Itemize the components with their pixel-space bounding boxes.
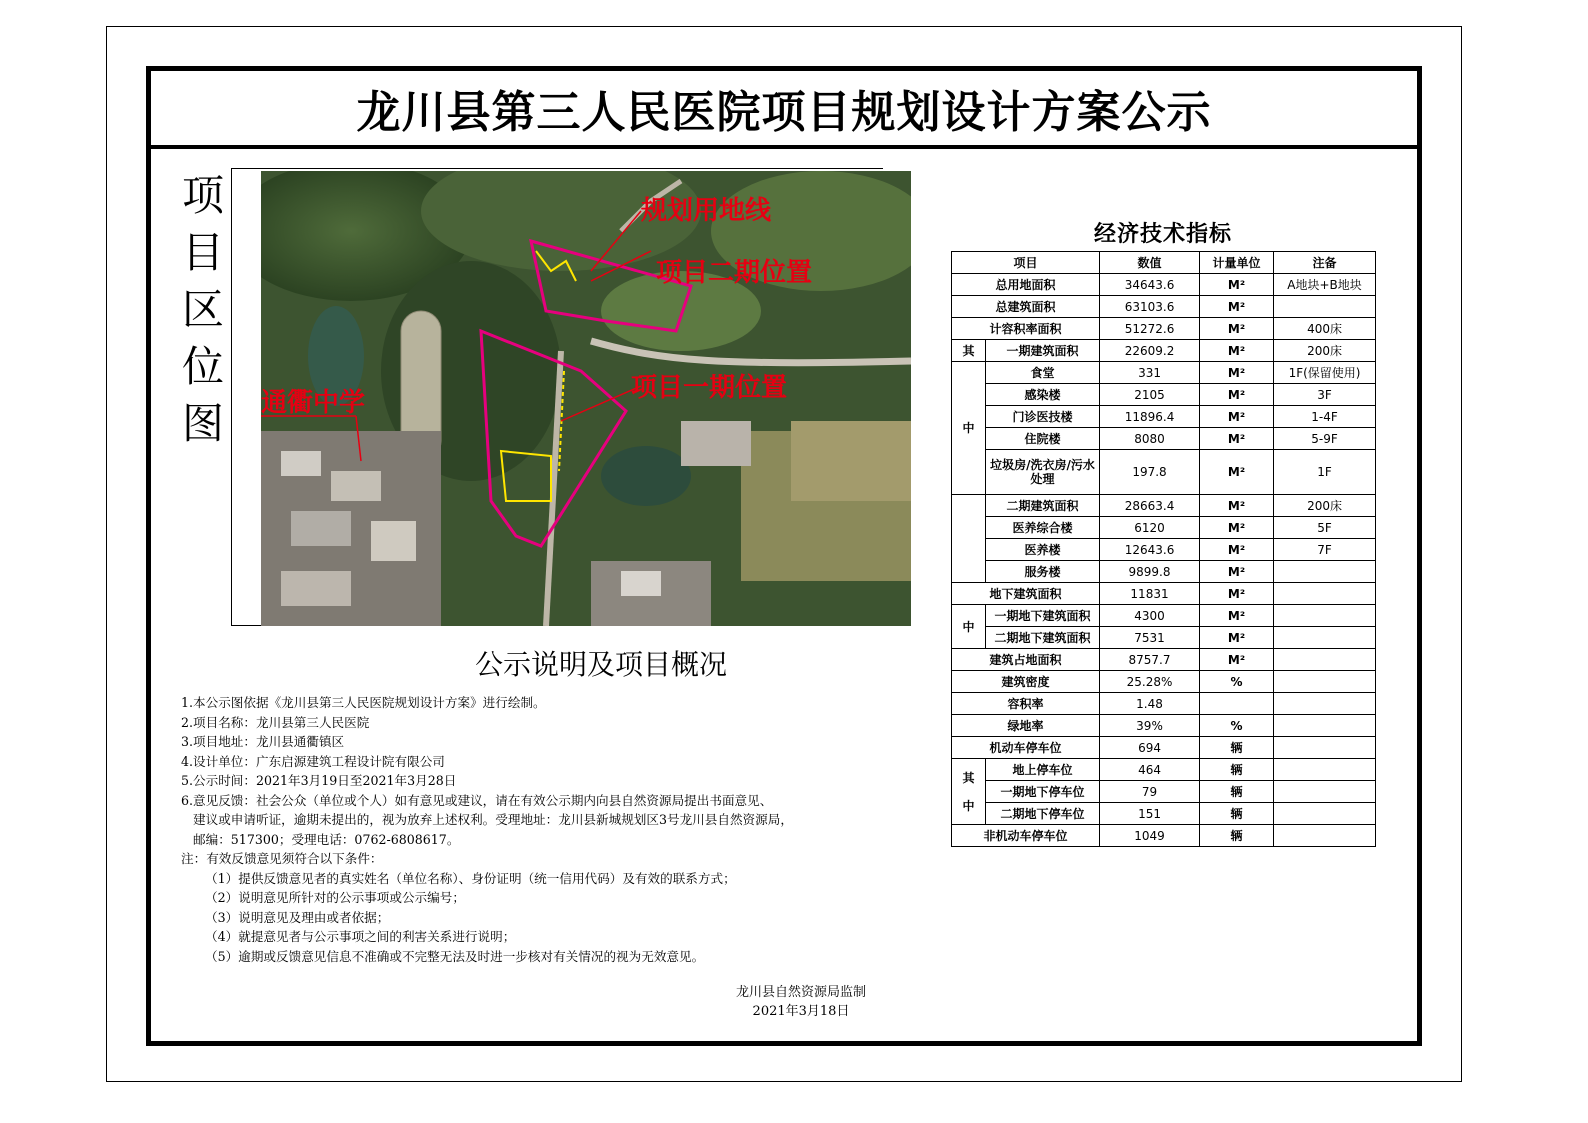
annotation-school: 通衢中学 (261, 388, 366, 418)
row-note: 5F (1274, 517, 1376, 539)
row-label: 非机动车停车位 (952, 825, 1100, 847)
map-label-char: 目 (181, 228, 224, 277)
econ-table (951, 251, 1376, 847)
row-unit: M² (1200, 539, 1274, 561)
row-value: 22609.2 (1100, 340, 1200, 362)
row-note: 200床 (1274, 340, 1376, 362)
row-unit: M² (1200, 450, 1274, 495)
row-label: 计容积率面积 (952, 318, 1100, 340)
header-cell: 数值 (1100, 252, 1200, 274)
notice-line: 4.设计单位：广东启源建筑工程设计院有限公司 (181, 753, 445, 769)
notice-line: （5）逾期或反馈意见信息不准确或不完整无法及时进一步核对有关情况的视为无效意见。 (181, 948, 705, 964)
table-row (952, 517, 1376, 539)
row-unit: M² (1200, 340, 1274, 362)
row-unit: M² (1200, 428, 1274, 450)
row-unit: 辆 (1200, 737, 1274, 759)
header-cell: 项目 (952, 252, 1100, 274)
row-unit: M² (1200, 561, 1274, 583)
satellite-map (261, 171, 911, 626)
table-row (952, 803, 1376, 825)
row-unit: M² (1200, 274, 1274, 296)
annotation-phase2: 项目二期位置 (656, 258, 813, 288)
row-note (1274, 671, 1376, 693)
table-row (952, 495, 1376, 517)
issuer-signature (691, 983, 911, 1021)
row-label: 垃圾房/洗衣房/污水处理 (986, 450, 1100, 495)
table-row (952, 671, 1376, 693)
title-bar (151, 71, 1417, 149)
notice-line: 1.本公示图依据《龙川县第三人民医院规划设计方案》进行绘制。 (181, 695, 546, 710)
row-label: 一期地下停车位 (986, 781, 1100, 803)
row-value: 8757.7 (1100, 649, 1200, 671)
row-label: 建筑占地面积 (952, 649, 1100, 671)
row-note (1274, 649, 1376, 671)
table-row (952, 825, 1376, 847)
row-value: 28663.4 (1100, 495, 1200, 517)
row-value: 1.48 (1100, 693, 1200, 715)
row-note: 7F (1274, 539, 1376, 561)
row-unit: 辆 (1200, 781, 1274, 803)
row-value: 464 (1100, 759, 1200, 781)
notice-section-title: 公示说明及项目概况 (474, 648, 727, 681)
row-note (1274, 605, 1376, 627)
header-cell: 计量单位 (1200, 252, 1274, 274)
row-note (1274, 296, 1376, 318)
row-unit: M² (1200, 627, 1274, 649)
row-value: 11896.4 (1100, 406, 1200, 428)
row-label: 二期建筑面积 (986, 495, 1100, 517)
notice-line: 2.项目名称：龙川县第三人民医院 (181, 714, 370, 730)
row-note: 1F (1274, 450, 1376, 495)
row-unit: 辆 (1200, 803, 1274, 825)
notice-line: （3）说明意见及理由或者依据； (181, 909, 390, 925)
row-value: 51272.6 (1100, 318, 1200, 340)
row-unit: M² (1200, 649, 1274, 671)
row-unit: M² (1200, 384, 1274, 406)
table-row (952, 781, 1376, 803)
table-row (952, 561, 1376, 583)
econ-table-title: 经济技术指标 (1093, 222, 1232, 247)
row-unit: M² (1200, 406, 1274, 428)
notice-line: 3.项目地址：龙川县通衢镇区 (181, 734, 345, 749)
row-unit: 辆 (1200, 825, 1274, 847)
group-label: 其 (952, 340, 986, 362)
notice-line: （2）说明意见所针对的公示事项或公示编号； (181, 890, 465, 905)
row-value: 63103.6 (1100, 296, 1200, 318)
notice-line: 注：有效反馈意见须符合以下条件： (181, 851, 383, 866)
table-row (952, 318, 1376, 340)
row-note: 1-4F (1274, 406, 1376, 428)
satellite-map-image (261, 171, 911, 626)
table-row (952, 737, 1376, 759)
notice-line: 建议或申请听证，逾期未提出的，视为放弃上述权利。受理地址：龙川县新城规划区3号龙川县自然资源局， (181, 812, 793, 827)
row-label: 容积率 (952, 693, 1100, 715)
annotation-phase1: 项目一期位置 (631, 373, 788, 403)
row-value: 2105 (1100, 384, 1200, 406)
row-note: A地块+B地块 (1274, 274, 1376, 296)
row-value: 7531 (1100, 627, 1200, 649)
row-label: 地上停车位 (986, 759, 1100, 781)
table-row (952, 384, 1376, 406)
page-title: 龙川县第三人民医院项目规划设计方案公示 (356, 87, 1212, 138)
row-unit: M² (1200, 605, 1274, 627)
map-label-char: 图 (181, 399, 224, 448)
row-note (1274, 759, 1376, 781)
header-cell: 注备 (1274, 252, 1376, 274)
row-label: 地下建筑面积 (952, 583, 1100, 605)
row-label: 二期地下停车位 (986, 803, 1100, 825)
row-note (1274, 715, 1376, 737)
table-row (952, 362, 1376, 384)
table-row (952, 428, 1376, 450)
row-note (1274, 803, 1376, 825)
table-row (952, 296, 1376, 318)
table-row (952, 715, 1376, 737)
row-note (1274, 693, 1376, 715)
row-note (1274, 781, 1376, 803)
row-value: 151 (1100, 803, 1200, 825)
row-label: 医养综合楼 (986, 517, 1100, 539)
group-label: 中 (952, 362, 986, 495)
table-header-row (952, 252, 1376, 274)
row-value: 8080 (1100, 428, 1200, 450)
map-section-label (181, 167, 225, 452)
group-label: 中 (952, 605, 986, 649)
map-label-char: 项 (181, 171, 224, 220)
row-value: 4300 (1100, 605, 1200, 627)
row-value: 12643.6 (1100, 539, 1200, 561)
row-note: 200床 (1274, 495, 1376, 517)
notice-line: （1）提供反馈意见者的真实姓名（单位名称）、身份证明（统一信用代码）及有效的联系方式； (181, 870, 736, 886)
row-value: 6120 (1100, 517, 1200, 539)
row-label: 感染楼 (986, 384, 1100, 406)
row-note (1274, 627, 1376, 649)
row-label: 门诊医技楼 (986, 406, 1100, 428)
notice-line: 6.意见反馈：社会公众（单位或个人）如有意见或建议，请在有效公示期内向县自然资源局提出书面意见、 (181, 792, 773, 808)
table-row (952, 605, 1376, 627)
row-label: 一期地下建筑面积 (986, 605, 1100, 627)
annotation-land-line: 规划用地线 (641, 196, 772, 226)
row-label: 住院楼 (986, 428, 1100, 450)
row-label: 食堂 (986, 362, 1100, 384)
row-value: 9899.8 (1100, 561, 1200, 583)
table-row (952, 759, 1376, 781)
table-row (952, 340, 1376, 362)
row-value: 11831 (1100, 583, 1200, 605)
row-unit: M² (1200, 583, 1274, 605)
row-value: 34643.6 (1100, 274, 1200, 296)
table-row (952, 274, 1376, 296)
notice-text (181, 693, 941, 966)
table-row (952, 450, 1376, 495)
table-row (952, 583, 1376, 605)
row-label: 总用地面积 (952, 274, 1100, 296)
row-value: 694 (1100, 737, 1200, 759)
row-unit (1200, 693, 1274, 715)
notice-line: （4）就提意见者与公示事项之间的利害关系进行说明； (181, 929, 516, 944)
row-note: 1F(保留使用) (1274, 362, 1376, 384)
group-label (952, 495, 986, 583)
row-unit: M² (1200, 362, 1274, 384)
row-label: 绿地率 (952, 715, 1100, 737)
row-note (1274, 825, 1376, 847)
row-value: 79 (1100, 781, 1200, 803)
table-row (952, 649, 1376, 671)
map-label-char: 位 (181, 342, 224, 391)
group-label: 其 中 (952, 759, 986, 825)
issue-date: 2021年3月18日 (752, 1004, 850, 1019)
map-label-char: 区 (181, 285, 224, 334)
table-row (952, 693, 1376, 715)
row-unit: % (1200, 715, 1274, 737)
table-row (952, 539, 1376, 561)
row-value: 1049 (1100, 825, 1200, 847)
row-note: 400床 (1274, 318, 1376, 340)
row-label: 总建筑面积 (952, 296, 1100, 318)
row-label: 建筑密度 (952, 671, 1100, 693)
row-note (1274, 561, 1376, 583)
issuer: 龙川县自然资源局监制 (735, 985, 866, 1000)
table-row (952, 406, 1376, 428)
row-label: 二期地下建筑面积 (986, 627, 1100, 649)
notice-board (146, 66, 1422, 1046)
row-unit: M² (1200, 495, 1274, 517)
row-label: 机动车停车位 (952, 737, 1100, 759)
row-label: 服务楼 (986, 561, 1100, 583)
row-value: 197.8 (1100, 450, 1200, 495)
row-note: 5-9F (1274, 428, 1376, 450)
row-note: 3F (1274, 384, 1376, 406)
row-value: 331 (1100, 362, 1200, 384)
row-label: 医养楼 (986, 539, 1100, 561)
row-unit: M² (1200, 517, 1274, 539)
row-value: 25.28% (1100, 671, 1200, 693)
row-unit: M² (1200, 318, 1274, 340)
row-unit: % (1200, 671, 1274, 693)
row-note (1274, 583, 1376, 605)
row-label: 一期建筑面积 (986, 340, 1100, 362)
row-unit: M² (1200, 296, 1274, 318)
row-unit: 辆 (1200, 759, 1274, 781)
row-value: 39% (1100, 715, 1200, 737)
notice-line: 邮编：517300；受理电话：0762-6808617。 (181, 831, 460, 847)
row-note (1274, 737, 1376, 759)
table-row (952, 627, 1376, 649)
notice-line: 5.公示时间：2021年3月19日至2021年3月28日 (181, 773, 457, 788)
